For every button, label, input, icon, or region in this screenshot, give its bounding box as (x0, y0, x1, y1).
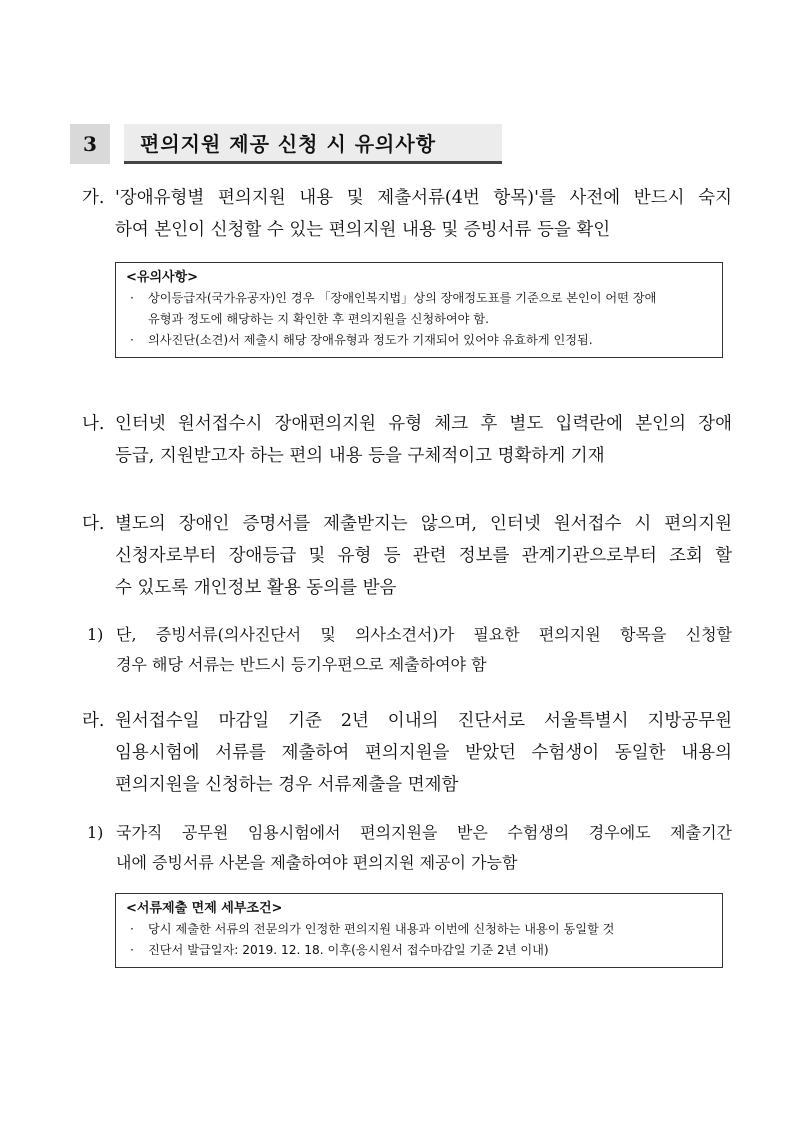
note-bullet (126, 330, 712, 351)
sub-item-ra-1 (87, 818, 732, 878)
bullet-dot-icon: · (130, 333, 134, 347)
note-text: 유형과 정도에 해당하는 지 확인한 후 편의지원을 신청하여야 함. (148, 312, 489, 326)
note-text: 의사진단(소견)서 제출시 해당 장애유형과 정도가 기재되어 있어야 유효하게 인정됨. (148, 333, 593, 347)
item-line: 별도의 장애인 증명서를 제출받지는 않으며, 인터넷 원서접수 시 편의지원 (115, 514, 732, 534)
section-number: 3 (70, 124, 110, 164)
sub-item-line: 경우 해당 서류는 반드시 등기우편으로 제출하여야 함 (116, 655, 487, 674)
item-line: 하여 본인이 신청할 수 있는 편의지원 내용 및 증빙서류 등을 확인 (115, 220, 611, 240)
item-mark: 나. (82, 414, 105, 434)
note-bullet (126, 919, 712, 940)
item-line: 수 있도록 개인정보 활용 동의를 받음 (115, 578, 397, 598)
sub-item-mark: 1) (87, 625, 104, 644)
note-text: 상이등급자(국가유공자)인 경우 「장애인복지법」상의 장애정도표를 기준으로 본인이 어떤 장애 (148, 291, 657, 305)
sub-item-line: 내에 증빙서류 사본을 제출하여야 편의지원 제공이 가능함 (116, 853, 518, 872)
item-na (82, 408, 732, 472)
note-text: 당시 제출한 서류의 전문의가 인정한 편의지원 내용과 이번에 신청하는 내용이 동일할 것 (148, 922, 615, 936)
item-line: 임용시험에 서류를 제출하여 편의지원을 받았던 수험생이 동일한 내용의 (115, 743, 732, 763)
sub-item-line: 단, 증빙서류(의사진단서 및 의사소견서)가 필요한 편의지원 항목을 신청할 (116, 625, 732, 644)
item-line: 원서접수일 마감일 기준 2년 이내의 진단서로 서울특별시 지방공무원 (115, 711, 732, 731)
sub-item-line: 국가직 공무원 임용시험에서 편의지원을 받은 수험생의 경우에도 제출기간 (116, 823, 732, 842)
item-ra (82, 705, 732, 801)
section-header (70, 124, 502, 168)
section-title: 편의지원 제공 신청 시 유의사항 (124, 124, 502, 164)
sub-item-mark: 1) (87, 823, 104, 842)
item-da (82, 508, 732, 604)
exemption-note-box (115, 893, 723, 968)
bullet-dot-icon: · (130, 943, 134, 957)
item-line: 편의지원을 신청하는 경우 서류제출을 면제함 (115, 775, 459, 795)
caution-note-box (115, 262, 723, 358)
note-text: 진단서 발급일자: 2019. 12. 18. 이후(응시원서 접수마감일 기준 2년 이내) (148, 943, 549, 957)
item-line: 등급, 지원받고자 하는 편의 내용 등을 구체적이고 명확하게 기재 (115, 446, 605, 466)
item-line: 인터넷 원서접수시 장애편의지원 유형 체크 후 별도 입력란에 본인의 장애 (115, 414, 732, 434)
bullet-dot-icon: · (130, 922, 134, 936)
item-ga (82, 182, 732, 246)
note-bullet (126, 940, 712, 961)
bullet-dot-icon: · (130, 291, 134, 305)
note-title: <서류제출 면제 세부조건> (126, 901, 283, 916)
item-mark: 다. (82, 514, 105, 534)
item-line: 신청자로부터 장애등급 및 유형 등 관련 정보를 관계기관으로부터 조회 할 (115, 546, 732, 566)
note-title: <유의사항> (126, 270, 199, 285)
sub-item-da-1 (87, 620, 732, 680)
item-mark: 가. (82, 188, 105, 208)
item-line: '장애유형별 편의지원 내용 및 제출서류(4번 항목)'를 사전에 반드시 숙지 (115, 188, 732, 208)
item-mark: 라. (82, 711, 105, 731)
note-bullet (126, 288, 712, 309)
